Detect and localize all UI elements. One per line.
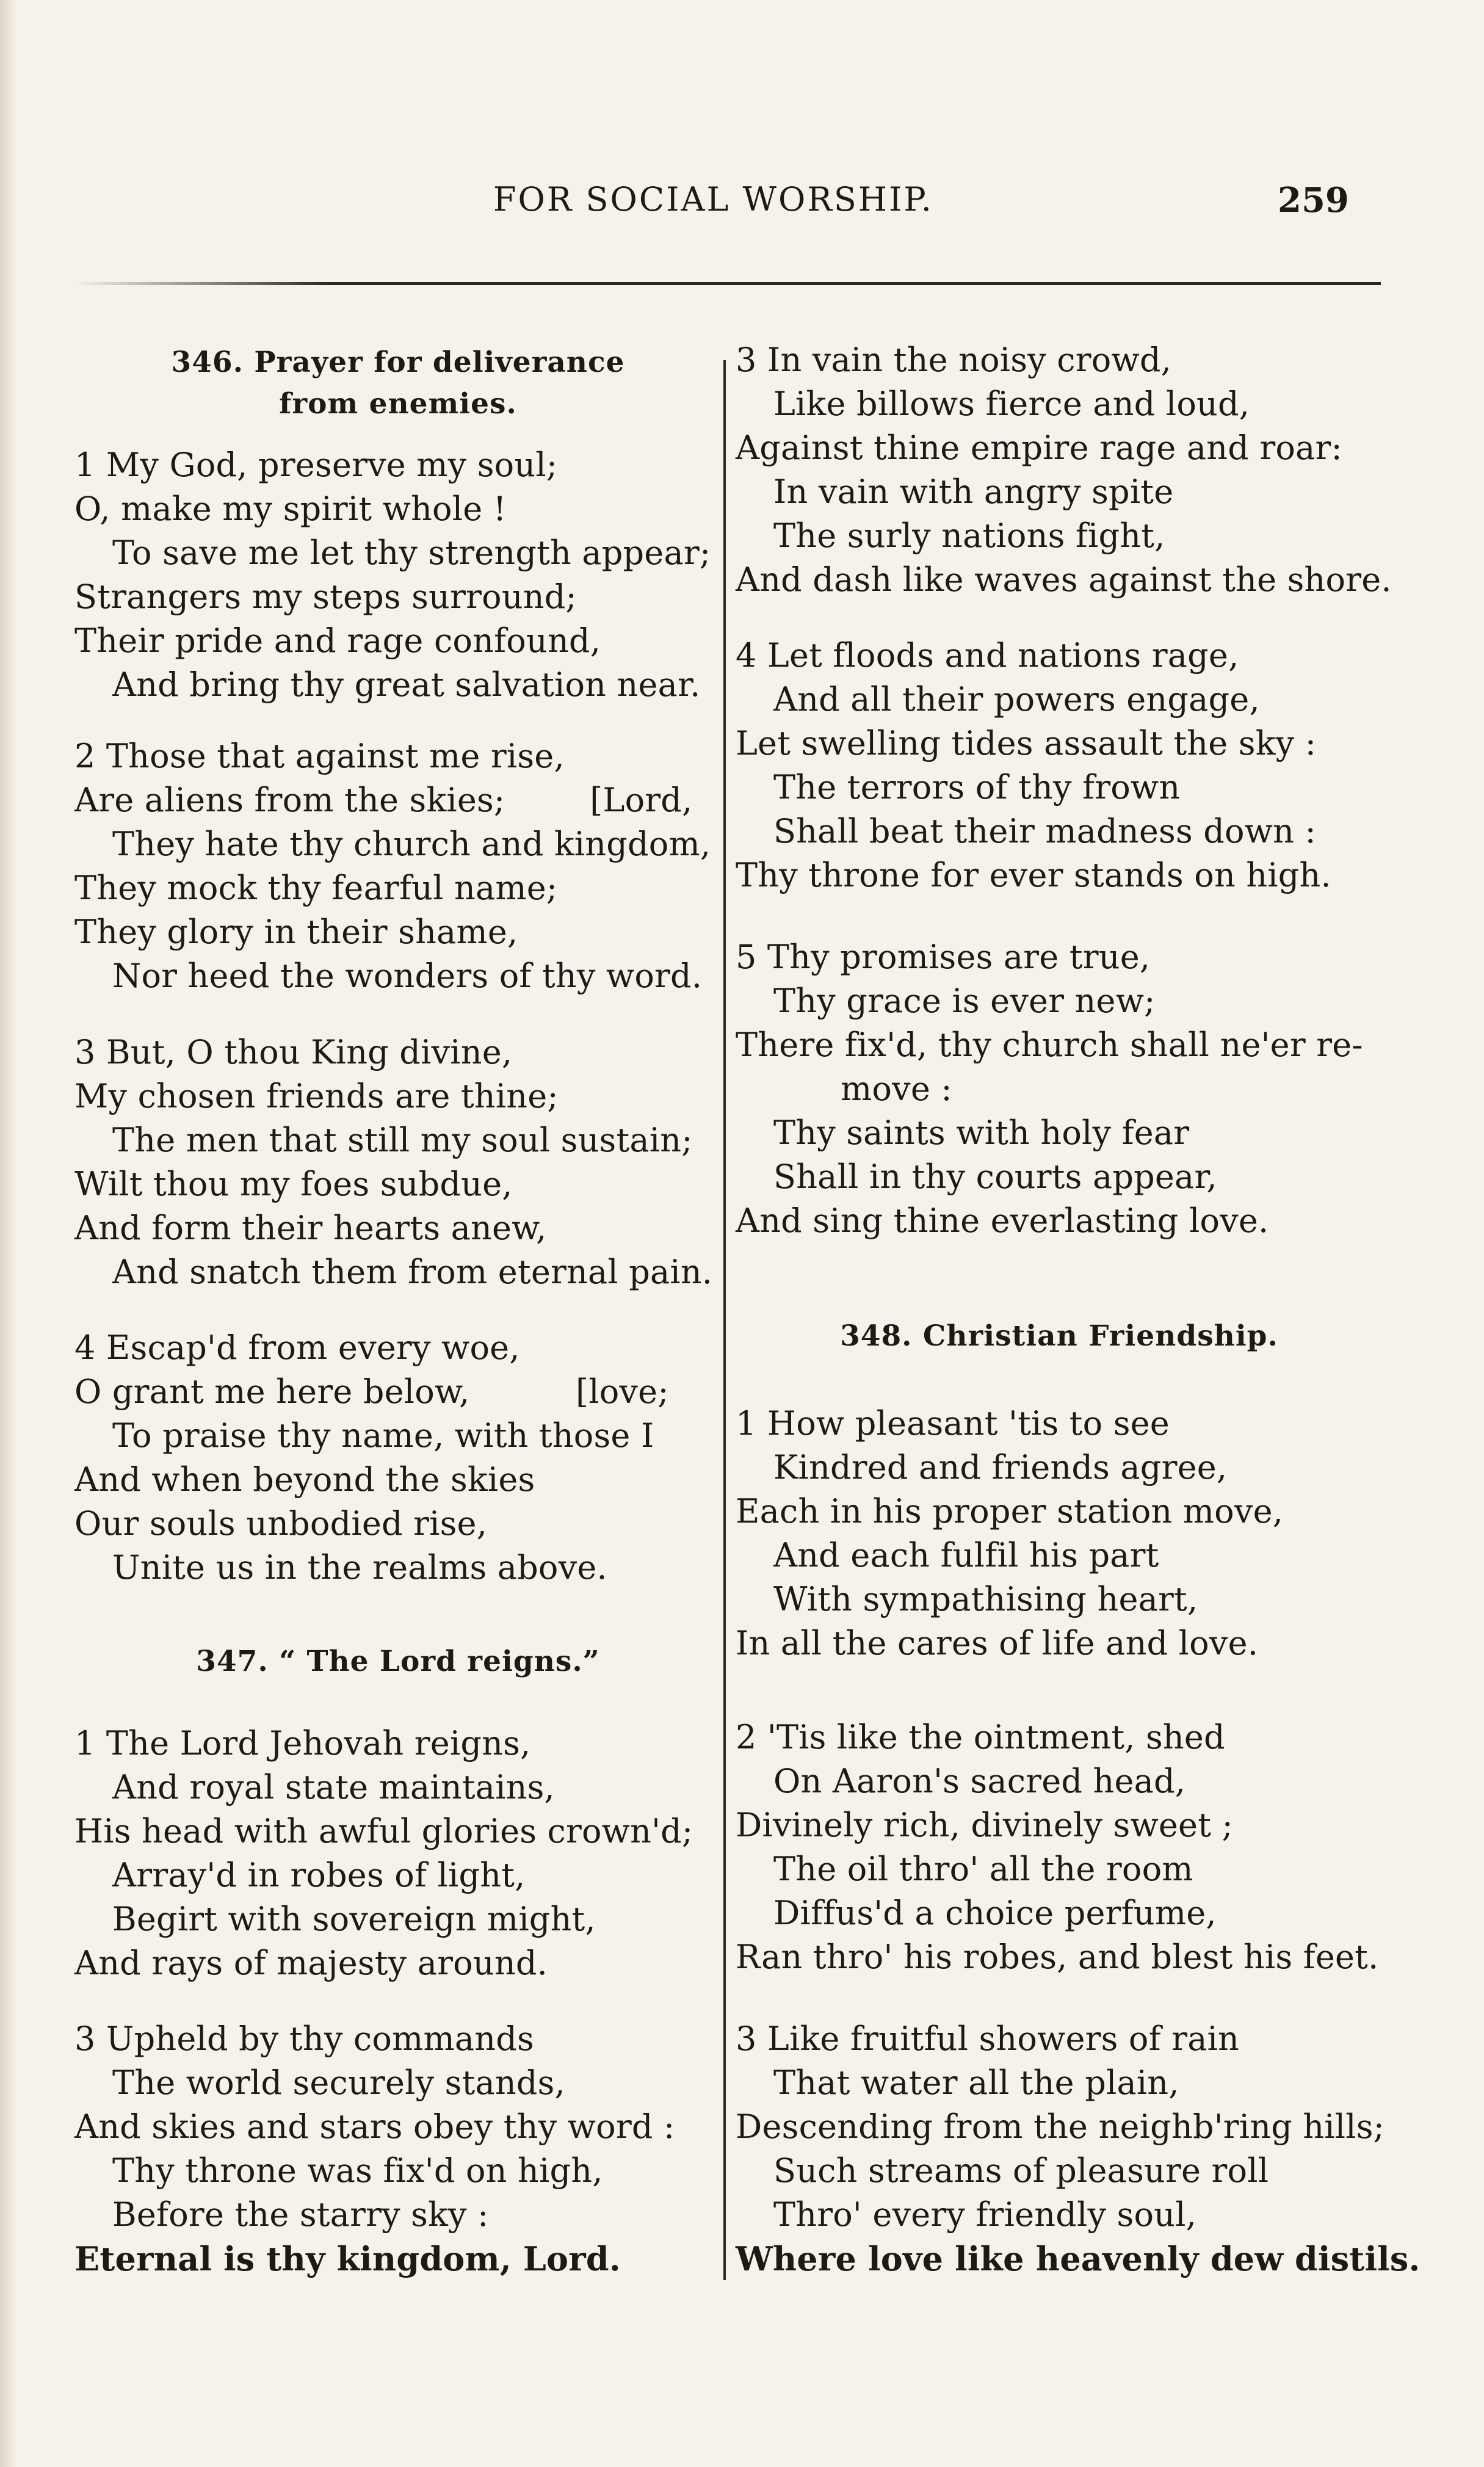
verse-line: Their pride and rage confound, xyxy=(74,621,601,660)
verse-line: And all their powers engage, xyxy=(773,680,1260,719)
verse-line: In all the cares of life and love. xyxy=(736,1624,1259,1662)
verse-line: Shall beat their madness down : xyxy=(773,812,1316,850)
stanza xyxy=(736,634,1389,897)
verse-line: 1 The Lord Jehovah reigns, xyxy=(74,1724,531,1762)
verse-line: O grant me here below, [love; xyxy=(74,1372,669,1411)
verse-line: Our souls unbodied rise, xyxy=(74,1504,488,1543)
verse-line: 3 But, O thou King divine, xyxy=(74,1033,513,1071)
verse-line: Such streams of pleasure roll xyxy=(773,2151,1269,2190)
verse-line: And bring thy great salvation near. xyxy=(112,665,701,704)
verse-line: And when beyond the skies xyxy=(74,1460,535,1499)
verse-line: The terrors of thy frown xyxy=(773,768,1181,806)
running-title: FOR SOCIAL WORSHIP. xyxy=(493,180,933,219)
verse-line: Wilt thou my foes subdue, xyxy=(74,1165,513,1203)
verse-line: Nor heed the wonders of thy word. xyxy=(112,957,703,995)
verse-line: Are aliens from the skies; [Lord, xyxy=(74,781,693,819)
verse-line: In vain with angry spite xyxy=(773,473,1174,511)
verse-line: O, make my spirit whole ! xyxy=(74,490,507,528)
stanza xyxy=(74,2017,728,2281)
hymn-346 xyxy=(74,342,722,425)
verse-line: 5 Thy promises are true, xyxy=(736,938,1151,976)
verse-line: They mock thy fearful name; xyxy=(74,869,558,907)
stanza xyxy=(736,935,1389,1243)
verse-line: And sing thine everlasting love. xyxy=(736,1201,1269,1240)
stanza xyxy=(736,338,1392,602)
verse-line: They hate thy church and kingdom, xyxy=(112,825,711,863)
verse-line: Eternal is thy kingdom, Lord. xyxy=(74,2239,621,2278)
verse-line: Where love like heavenly dew distils. xyxy=(736,2239,1421,2278)
stanza xyxy=(74,1326,728,1590)
verse-line: 4 Escap'd from every woe, xyxy=(74,1328,520,1367)
verse-line: 4 Let floods and nations rage, xyxy=(736,636,1239,675)
verse-line: Like billows fierce and loud, xyxy=(773,385,1250,423)
hymn-348 xyxy=(736,1316,1383,1357)
verse-line: Thy saints with holy fear xyxy=(773,1114,1190,1152)
hymn-title: 346. Prayer for deliverance from enemies. xyxy=(171,346,625,421)
verse-line: The men that still my soul sustain; xyxy=(112,1121,693,1159)
verse-line: Diffus'd a choice perfume, xyxy=(773,1894,1217,1932)
verse-line: Divinely rich, divinely sweet ; xyxy=(736,1806,1233,1844)
verse-line: 3 Like fruitful showers of rain xyxy=(736,2020,1240,2058)
page-number: 259 xyxy=(1278,180,1349,220)
verse-line: The surly nations fight, xyxy=(773,516,1165,555)
verse-line: 2 Those that against me rise, xyxy=(74,737,565,775)
verse-line: Unite us in the realms above. xyxy=(112,1548,607,1587)
verse-line: Thy throne for ever stands on high. xyxy=(736,856,1331,894)
verse-line: And royal state maintains, xyxy=(112,1768,555,1806)
verse-line: move : xyxy=(841,1070,952,1108)
verse-line: On Aaron's sacred head, xyxy=(773,1762,1186,1800)
verse-line: And snatch them from eternal pain. xyxy=(112,1253,713,1291)
verse-line: Against thine empire rage and roar: xyxy=(736,429,1342,467)
verse-line: And form their hearts anew, xyxy=(74,1209,547,1247)
verse-line: Descending from the neighb'ring hills; xyxy=(736,2107,1385,2146)
stanza xyxy=(736,2017,1421,2281)
page-edge-shadow xyxy=(0,0,16,2467)
verse-line: 3 Upheld by thy commands xyxy=(74,2020,534,2058)
verse-line: The world securely stands, xyxy=(112,2063,565,2102)
verse-line: There fix'd, thy church shall ne'er re- xyxy=(736,1026,1363,1064)
stanza xyxy=(74,734,728,998)
verse-line: And dash like waves against the shore. xyxy=(736,560,1392,599)
verse-line: To save me let thy strength appear; xyxy=(112,534,711,572)
header-rule-fade xyxy=(73,281,330,287)
hymn-title: 348. Christian Friendship. xyxy=(840,1319,1278,1353)
verse-line: Thro' every friendly soul, xyxy=(773,2195,1196,2234)
verse-line: 2 'Tis like the ointment, shed xyxy=(736,1718,1225,1756)
verse-line: Shall in thy courts appear, xyxy=(773,1157,1217,1196)
verse-line: Before the starry sky : xyxy=(112,2195,489,2234)
stanza xyxy=(736,1715,1389,1979)
verse-line: 1 How pleasant 'tis to see xyxy=(736,1404,1170,1443)
verse-line: And each fulfil his part xyxy=(773,1536,1159,1574)
verse-line: That water all the plain, xyxy=(773,2063,1179,2102)
stanza xyxy=(74,1722,728,1985)
verse-line: With sympathising heart, xyxy=(773,1580,1198,1618)
verse-line: Thy grace is ever new; xyxy=(773,982,1156,1020)
hymn-347 xyxy=(74,1641,722,1683)
stanza xyxy=(736,1402,1389,1665)
verse-line: Strangers my steps surround; xyxy=(74,578,577,616)
verse-line: And rays of majesty around. xyxy=(74,1944,548,1982)
verse-line: Each in his proper station move, xyxy=(736,1492,1284,1531)
verse-line: My chosen friends are thine; xyxy=(74,1077,559,1115)
verse-line: Ran thro' his robes, and blest his feet. xyxy=(736,1938,1379,1976)
verse-line: And skies and stars obey thy word : xyxy=(74,2107,675,2146)
verse-line: 3 In vain the noisy crowd, xyxy=(736,341,1171,379)
stanza xyxy=(74,443,728,707)
running-head xyxy=(0,180,1484,229)
verse-line: Begirt with sovereign might, xyxy=(112,1900,596,1938)
verse-line: Kindred and friends agree, xyxy=(773,1448,1228,1487)
verse-line: They glory in their shame, xyxy=(74,913,518,951)
verse-line: His head with awful glories crown'd; xyxy=(74,1812,693,1850)
stanza xyxy=(74,1031,728,1294)
verse-line: To praise thy name, with those I xyxy=(112,1416,654,1455)
hymn-title: 347. “ The Lord reigns.” xyxy=(196,1645,600,1678)
verse-line: Array'd in robes of light, xyxy=(112,1856,526,1894)
verse-line: 1 My God, preserve my soul; xyxy=(74,446,558,484)
verse-line: Thy throne was fix'd on high, xyxy=(112,2151,603,2190)
verse-line: The oil thro' all the room xyxy=(773,1850,1193,1888)
verse-line: Let swelling tides assault the sky : xyxy=(736,724,1317,763)
